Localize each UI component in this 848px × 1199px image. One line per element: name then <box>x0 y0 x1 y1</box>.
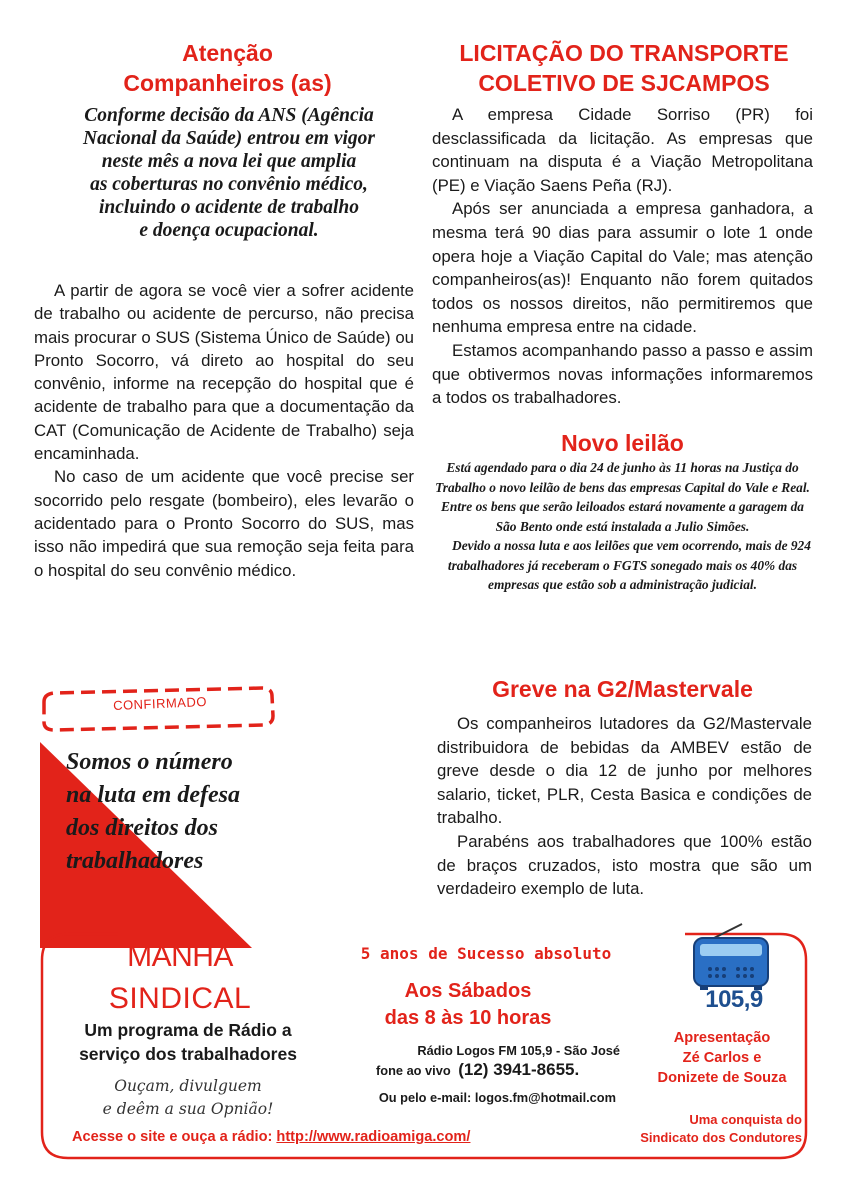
achievement-note <box>596 1111 802 1147</box>
right-paragraph-2: Após ser anunciada a empresa ganhadora, a mesma terá 90 dias para assumir o lote 1 onde opera hoje a Viação Capital do Vale; mas atenção companheiros(as)! Enquanto não forem quitados todos os nossos direitos, não permitiremos que nenhuma empresa entre na cidade. <box>432 199 813 337</box>
program-tagline <box>48 1018 328 1066</box>
tagline-line: Um programa de Rádio a <box>84 1020 292 1040</box>
leilao-paragraph-1: Está agendado para o dia 24 de junho às 11 horas na Justiça do Trabalho o novo leilão de bens das empresas Capital do Vale e Real. Entre os bens que serão leiloados estará novamente a garagem da São Bento onde está instalada a Julio Simões. <box>435 460 810 534</box>
frequency-label: 105,9 <box>705 986 763 1013</box>
left-article-title <box>50 38 405 98</box>
schedule-line: Aos Sábados <box>404 980 532 1002</box>
station-name: Rádio Logos FM 105,9 - São José <box>417 1043 620 1058</box>
right-paragraph-1: A empresa Cidade Sorriso (PR) foi desclassificada da licitação. As empresas que continuam na disputa é a Viação Metropolitana (PE) e Viação Saens Peña (RJ). <box>432 105 813 195</box>
slogan <box>66 746 306 878</box>
achievement-line: Uma conquista do <box>689 1112 802 1127</box>
phone-line <box>376 1060 616 1080</box>
right-article-title <box>428 38 820 98</box>
slogan-line: Somos o número <box>66 749 233 775</box>
site-line <box>72 1129 602 1145</box>
slogan-line: trabalhadores <box>66 848 204 874</box>
email-line: Ou pelo e-mail: logos.fm@hotmail.com <box>378 1090 616 1105</box>
site-label: Acesse o site e ouça a rádio: <box>72 1129 273 1145</box>
right-title-line1: LICITAÇÃO DO TRANSPORTE <box>459 40 789 66</box>
tagline-line: serviço dos trabalhadores <box>79 1044 297 1064</box>
left-title-line2: Companheiros (as) <box>123 70 332 96</box>
greve-paragraph-2: Parabéns aos trabalhadores que 100% estão de braços cruzados, isto mostra que são um verdadeiro exemplo de luta. <box>437 831 812 899</box>
ans-intro-line: Conforme decisão da ANS (Agência <box>84 105 374 126</box>
right-title-line2: COLETIVO DE SJCAMPOS <box>478 70 770 96</box>
leilao-title: Novo leilão <box>561 430 684 456</box>
handwritten-line: e deêm a sua Opnião! <box>102 1100 274 1118</box>
handwritten-note <box>70 1075 306 1121</box>
greve-body <box>437 712 812 901</box>
radio-icon <box>688 922 774 992</box>
leilao-body <box>432 458 813 595</box>
ans-intro-line: incluindo o acidente de trabalho <box>98 197 359 218</box>
right-paragraph-3: Estamos acompanhando passo a passo e assim que obtivermos novas informações informaremos a todos os trabalhadores. <box>432 340 814 408</box>
presenters-line: Donizete de Souza <box>657 1070 787 1086</box>
presenters <box>636 1028 808 1088</box>
ans-intro-line: Nacional da Saúde) entrou em vigor <box>83 128 375 149</box>
program-name-line2: SINDICAL <box>108 982 252 1015</box>
schedule <box>350 978 586 1032</box>
confirmado-badge: CONFIRMADO <box>112 693 208 714</box>
schedule-line: das 8 às 10 horas <box>384 1007 552 1029</box>
ans-intro-line: neste mês a nova lei que amplia <box>101 151 357 172</box>
slogan-line: dos direitos dos <box>66 815 219 841</box>
left-paragraph-1: A partir de agora se você vier a sofrer acidente de trabalho ou acidente de percurso, não precisa mais procurar o SUS (Sistema Único de Saúde) ou Pronto Socorro, vá direto ao hospital do seu convênio, informe na recepção do hospital que é acidente de trabalho para que a documentação da CAT (Comunicação de Acidente de Trabalho) seja encaminhada. <box>34 281 414 464</box>
ans-intro <box>48 104 410 242</box>
program-name-line1: MANHÃ <box>127 940 233 973</box>
presenters-line: Zé Carlos e <box>682 1050 762 1066</box>
success-banner: 5 anos de Sucesso absoluto <box>360 944 612 963</box>
phone-label: fone ao vivo <box>376 1063 451 1078</box>
presenters-line: Apresentação <box>673 1030 771 1046</box>
phone-number: (12) 3941-8655. <box>458 1060 580 1079</box>
left-paragraph-2: No caso de um acidente que você precise ser socorrido pelo resgate (bombeiro), eles levarão o acidentado para o Pronto Socorro do SUS, mas isso não impedirá que sua remoção seja feita para o hospital do seu convênio médico. <box>34 467 414 580</box>
left-article-body <box>34 279 414 582</box>
handwritten-line: Ouçam, divulguem <box>114 1077 262 1095</box>
greve-paragraph-1: Os companheiros lutadores da G2/Mastervale distribuidora de bebidas da AMBEV estão de greve desde o dia 12 de junho por melhores salario, ticket, PLR, Cesta Basica e condições de trabalho. <box>437 714 812 828</box>
ans-intro-line: as coberturas no convênio médico, <box>90 174 368 195</box>
left-title-line1: Atenção <box>182 40 273 66</box>
right-article-body <box>432 103 813 410</box>
greve-title: Greve na G2/Mastervale <box>492 676 753 702</box>
achievement-line: Sindicato dos Condutores <box>640 1130 802 1145</box>
site-link[interactable]: http://www.radioamiga.com/ <box>276 1129 471 1145</box>
slogan-line: na luta em defesa <box>66 782 240 808</box>
ans-intro-line: e doença ocupacional. <box>139 220 319 241</box>
leilao-paragraph-2: Devido a nossa luta e aos leilões que vem ocorrendo, mais de 924 trabalhadores já receberam o FGTS sonegado mais os 40% das empresas que estão sob a administração judicial. <box>447 538 811 592</box>
